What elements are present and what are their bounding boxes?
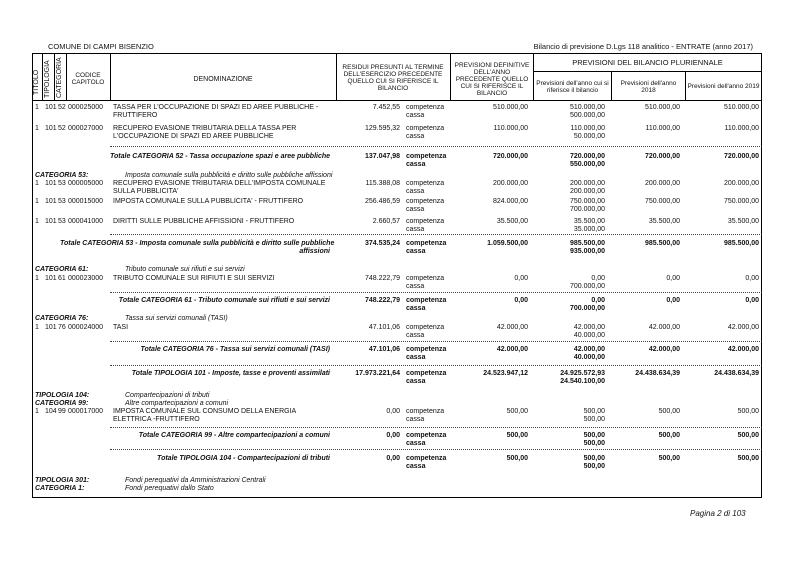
header-pluriennale: PREVISIONI DEL BILANCIO PLURIENNALE (572, 58, 723, 67)
tipologia-description: Fondi perequativi da Amministrazioni Centrali (125, 477, 266, 484)
cell-prev-2019: 42.000,00 (727, 346, 759, 353)
cell-prev-2018: 0,00 (666, 297, 680, 304)
cell-prev-2018: 750.000,00 (644, 198, 680, 205)
category-description: Altre compartecipazioni a comuni (125, 400, 229, 407)
cell-prev-cur-cassa: 40.000,00 (573, 332, 605, 339)
category-description: Fondi perequativi dallo Stato (125, 485, 214, 492)
cell-prev-cur: 510.000,00 (569, 104, 605, 111)
cell-prev-def: 35.500,00 (496, 218, 528, 225)
header-previsioni-definitive: PREVISIONI DEFINITIVE DELL'ANNO PRECEDENTE QUELLO CUI SI RIFERISCE IL BILANCIO (454, 62, 530, 97)
cell-label-competenza: competenza (406, 297, 447, 304)
cell-residui: 115.388,08 (365, 180, 400, 187)
cell-prev-def: 42.000,00 (496, 324, 528, 331)
cell-denominazione: DIRITTI SULLE PUBBLICHE AFFISSIONI - FRUTTIFERO (113, 218, 295, 225)
cell-prev-cur-cassa: 24.540.100,00 (560, 378, 605, 385)
cell-label-competenza: competenza (406, 218, 445, 225)
cell-prev-def: 510.000,00 (492, 104, 528, 111)
cell-titolo: 1 (35, 104, 39, 111)
cell-label-competenza: competenza (406, 198, 445, 205)
cell-denominazione: TASI (113, 324, 129, 331)
cell-prev-2018: 35.500,00 (648, 218, 680, 225)
cell-label-competenza: competenza (406, 324, 445, 331)
col-sep (42, 53, 43, 100)
category-code: CATEGORIA 99: (35, 400, 89, 407)
cell-prev-2018: 42.000,00 (648, 324, 680, 331)
cell-prev-2018: 500,00 (658, 432, 680, 439)
cell-prev-cur: 500,00 (583, 455, 605, 462)
cell-prev-2019: 500,00 (737, 408, 759, 415)
cell-prev-cur-cassa: 550.000,00 (569, 161, 605, 168)
cell-titolo: 1 (35, 218, 39, 225)
cell-prev-def: 200.000,00 (492, 180, 528, 187)
cell-prev-cur-cassa: 500,00 (583, 416, 605, 423)
cell-label-cassa: cassa (406, 378, 426, 385)
cell-prev-cur: 35.500,00 (573, 218, 605, 225)
category-description: Tassa sui servizi comunali (TASI) (125, 315, 228, 322)
cell-residui: 0,00 (386, 455, 400, 462)
cell-codice: 000015000 (68, 198, 104, 205)
cell-label-cassa: cassa (406, 248, 426, 255)
cell-prev-2018: 110.000,00 (645, 125, 680, 132)
cell-denominazione-cont: FRUTTIFERO (113, 112, 158, 119)
cell-categoria: 61 (58, 275, 66, 282)
cell-prev-2019: 510.000,00 (723, 104, 759, 111)
cell-categoria: 53 (58, 180, 66, 187)
total-label: Totale CATEGORIA 53 - Imposta comunale sulla pubblicità e diritto sulle pubbliche (60, 240, 335, 247)
col-sep (54, 53, 55, 100)
cell-tipologia: 104 (45, 408, 57, 415)
header-tipologia: TIPOLOGIA (44, 60, 51, 98)
category-code: CATEGORIA 53: (35, 172, 89, 179)
cell-prev-2019: 110.000,00 (724, 125, 759, 132)
cell-prev-cur-cassa: 700.000,00 (569, 206, 605, 213)
cell-label-cassa: cassa (406, 226, 425, 233)
category-code: CATEGORIA 1: (35, 485, 85, 492)
cell-residui: 748.222,79 (364, 297, 400, 304)
cell-residui: 0,00 (386, 432, 400, 439)
cell-label-competenza: competenza (406, 408, 445, 415)
cell-categoria: 99 (58, 408, 66, 415)
cell-prev-def: 500,00 (506, 408, 528, 415)
cell-prev-2018: 510.000,00 (644, 104, 680, 111)
col-sep (110, 53, 111, 100)
cell-prev-cur: 42.000,00 (573, 346, 605, 353)
cell-denominazione: RECUPERO EVASIONE TRIBUTARIA DELL'IMPOSTA COMUNALE (113, 180, 326, 187)
cell-prev-2019: 24.438.634,39 (714, 370, 759, 377)
cell-prev-def: 720.000,00 (492, 153, 528, 160)
cell-prev-2019: 500,00 (737, 432, 759, 439)
header-anno-cui: Previsioni dell'anno cui si riferisce il bilancio (536, 80, 609, 94)
cell-prev-2019: 985.500,00 (723, 240, 759, 247)
cell-residui: 256.486,59 (364, 198, 400, 205)
cell-categoria: 52 (58, 104, 66, 111)
cell-label-competenza: competenza (406, 104, 445, 111)
cell-label-competenza: competenza (406, 275, 445, 282)
cell-label-cassa: cassa (406, 133, 425, 140)
cell-prev-def: 24.523.947,12 (483, 370, 528, 377)
cell-label-cassa: cassa (406, 112, 425, 119)
cell-prev-2018: 985.500,00 (644, 240, 680, 247)
col-sep (66, 53, 67, 100)
cell-tipologia: 101 (45, 125, 57, 132)
cell-titolo: 1 (35, 275, 39, 282)
cell-denominazione: IMPOSTA COMUNALE SULLA PUBBLICITA' - FRUTTIFERO (113, 198, 304, 205)
cell-label-competenza: competenza (406, 125, 445, 132)
cell-residui: 47.101,06 (368, 346, 400, 353)
total-label: Totale TIPOLOGIA 104 - Compartecipazioni di tributi (157, 455, 330, 462)
cell-tipologia: 101 (45, 104, 57, 111)
header-anno-2018: Previsioni dell'anno 2018 (620, 80, 677, 94)
tipologia-code: TIPOLOGIA 104: (35, 392, 90, 399)
cell-categoria: 53 (58, 218, 66, 225)
cell-label-cassa: cassa (406, 440, 426, 447)
cell-prev-cur-cassa: 200.000,00 (569, 188, 605, 195)
cell-prev-cur: 0,00 (591, 275, 605, 282)
cell-codice: 000024000 (68, 324, 104, 331)
cell-denominazione: TRIBUTO COMUNALE SUI RIFIUTI E SUI SERVIZI (113, 275, 275, 282)
cell-denominazione-cont: L'OCCUPAZIONE DI SPAZI ED AREE PUBBLICHE (113, 133, 274, 140)
cell-prev-2018: 500,00 (658, 408, 680, 415)
cell-label-competenza: competenza (406, 346, 447, 353)
cell-codice: 000025000 (68, 104, 104, 111)
cell-residui: 47.101,06 (368, 324, 400, 331)
cell-denominazione: RECUPERO EVASIONE TRIBUTARIA DELLA TASSA PER (113, 125, 297, 132)
cell-prev-def: 110.000,00 (493, 125, 528, 132)
cell-prev-2019: 42.000,00 (727, 324, 759, 331)
cell-residui: 2.660,57 (372, 218, 400, 225)
cell-label-cassa: cassa (406, 206, 425, 213)
cell-label-competenza: competenza (406, 370, 447, 377)
cell-prev-cur: 24.925.572,93 (560, 370, 605, 377)
cell-codice: 000017000 (68, 408, 104, 415)
cell-prev-cur: 500,00 (583, 432, 605, 439)
cell-residui: 748.222,79 (364, 275, 400, 282)
cell-residui: 137.047,98 (364, 153, 400, 160)
cell-denominazione: TASSA PER L'OCCUPAZIONE DI SPAZI ED AREE PUBBLICHE - (113, 104, 319, 111)
cell-titolo: 1 (35, 324, 39, 331)
cell-label-cassa: cassa (406, 354, 426, 361)
cell-prev-def: 42.000,00 (496, 346, 528, 353)
cell-prev-2018: 42.000,00 (648, 346, 680, 353)
cell-label-cassa: cassa (406, 283, 425, 290)
cell-titolo: 1 (35, 125, 39, 132)
cell-prev-2019: 0,00 (745, 275, 759, 282)
page-number: Pagina 2 di 103 (690, 509, 746, 518)
cell-prev-cur: 200.000,00 (569, 180, 605, 187)
cell-prev-cur: 42.000,00 (573, 324, 605, 331)
cell-residui: 374.535,24 (364, 240, 400, 247)
cell-label-competenza: competenza (406, 432, 447, 439)
cell-label-competenza: competenza (406, 153, 447, 160)
header-denominazione: DENOMINAZIONE (193, 76, 253, 83)
cell-tipologia: 101 (45, 218, 57, 225)
cell-label-cassa: cassa (406, 305, 426, 312)
header-bottom-line (32, 100, 762, 101)
cell-prev-2019: 750.000,00 (723, 198, 759, 205)
cell-label-cassa: cassa (406, 332, 425, 339)
cell-titolo: 1 (35, 180, 39, 187)
total-label: Totale CATEGORIA 76 - Tassa sui servizi comunali (TASI) (140, 346, 330, 353)
cell-prev-cur: 720.000,00 (569, 153, 605, 160)
cell-prev-2019: 0,00 (745, 297, 759, 304)
total-label: Totale CATEGORIA 52 - Tassa occupazione spazi e aree pubbliche (110, 153, 331, 160)
col-sep (533, 53, 534, 100)
cell-prev-def: 0,00 (514, 297, 528, 304)
dotted-separator (110, 449, 762, 450)
cell-categoria: 76 (58, 324, 66, 331)
cell-label-competenza: competenza (406, 180, 445, 187)
cell-prev-2019: 500,00 (737, 455, 759, 462)
cell-prev-2018: 720.000,00 (644, 153, 680, 160)
tipologia-code: TIPOLOGIA 301: (35, 477, 90, 484)
category-code: CATEGORIA 61: (35, 266, 89, 273)
cell-prev-cur: 750.000,00 (569, 198, 605, 205)
cell-prev-def: 500,00 (506, 432, 528, 439)
cell-prev-cur-cassa: 35.000,00 (573, 226, 605, 233)
cell-label-competenza: competenza (406, 240, 447, 247)
cell-label-competenza: competenza (406, 455, 447, 462)
cell-prev-2018: 500,00 (658, 455, 680, 462)
cell-label-cassa: cassa (406, 188, 425, 195)
cell-tipologia: 101 (45, 275, 57, 282)
cell-prev-cur-cassa: 40.000,00 (573, 354, 605, 361)
cell-prev-2018: 0,00 (666, 275, 680, 282)
cell-residui: 17.973.221,64 (355, 370, 400, 377)
cell-prev-def: 824.000,00 (492, 198, 528, 205)
dotted-separator (110, 234, 762, 235)
header-titolo: TITOLO (33, 69, 40, 95)
dotted-separator (110, 146, 762, 147)
cell-prev-cur-cassa: 500,00 (583, 440, 605, 447)
col-sep (611, 71, 612, 100)
cell-residui: 129.595,32 (364, 125, 400, 132)
dotted-separator (110, 292, 762, 293)
cell-prev-cur-cassa: 50.000,00 (573, 133, 605, 140)
cell-prev-cur: 110.000,00 (570, 125, 605, 132)
header-codice: CODICE CAPITOLO (71, 72, 105, 86)
header-residui: RESIDUI PRESUNTI AL TERMINE DELL'ESERCIZIO PRECEDENTE QUELLO CUI SI RIFERISCE IL BILANCIO (342, 64, 444, 92)
cell-prev-def: 500,00 (506, 455, 528, 462)
header-categoria: CATEGORIA (56, 57, 63, 98)
cell-denominazione-cont: ELETTRICA -FRUTTIFERO (113, 416, 200, 423)
cell-residui: 7.452,55 (372, 104, 400, 111)
cell-prev-2018: 200.000,00 (644, 180, 680, 187)
total-label-cont: affissioni (299, 248, 330, 255)
cell-tipologia: 101 (45, 180, 57, 187)
cell-titolo: 1 (35, 408, 39, 415)
cell-categoria: 52 (58, 125, 66, 132)
cell-prev-cur-cassa: 500,00 (583, 463, 605, 470)
cell-prev-2019: 200.000,00 (723, 180, 759, 187)
cell-prev-cur: 0,00 (591, 297, 605, 304)
cell-label-cassa: cassa (406, 416, 425, 423)
category-description: Imposta comunale sulla pubblicità e diritto sulle pubbliche affissioni (125, 172, 333, 179)
cell-prev-cur: 985.500,00 (569, 240, 605, 247)
category-description: Tributo comunale sui rifiuti e sui servizi (125, 266, 245, 273)
cell-prev-cur-cassa: 700.000,00 (569, 305, 605, 312)
comune-name: COMUNE DI CAMPI BISENZIO (48, 42, 154, 51)
col-sep (450, 53, 451, 100)
cell-categoria: 53 (58, 198, 66, 205)
cell-prev-cur-cassa: 935.000,00 (569, 248, 605, 255)
dotted-separator (110, 427, 762, 428)
cell-codice: 000005000 (68, 180, 104, 187)
cell-residui: 0,00 (386, 408, 400, 415)
cell-denominazione: IMPOSTA COMUNALE SUL CONSUMO DELLA ENERGIA (113, 408, 297, 415)
cell-prev-def: 0,00 (514, 275, 528, 282)
category-code: CATEGORIA 76: (35, 315, 89, 322)
cell-codice: 000027000 (68, 125, 104, 132)
cell-prev-2019: 720.000,00 (723, 153, 759, 160)
cell-prev-2019: 35.500,00 (727, 218, 759, 225)
cell-prev-cur-cassa: 700.000,00 (569, 283, 605, 290)
cell-label-cassa: cassa (406, 463, 426, 470)
pluriennale-divider (533, 71, 762, 72)
cell-prev-cur-cassa: 500.000,00 (569, 112, 605, 119)
total-label: Totale CATEGORIA 61 - Tributo comunale sui rifiuti e sui servizi (118, 297, 330, 304)
cell-codice: 000023000 (68, 275, 104, 282)
cell-prev-def: 1.059.500,00 (487, 240, 528, 247)
dotted-separator (110, 341, 762, 342)
total-label: Totale TIPOLOGIA 101 - Imposte, tasse e proventi assimilati (131, 370, 330, 377)
cell-label-cassa: cassa (406, 161, 426, 168)
tipologia-description: Compartecipazioni di tributi (125, 392, 210, 399)
cell-denominazione-cont: SULLA PUBBLICITA' (113, 188, 179, 195)
cell-prev-2018: 24.438.634,39 (635, 370, 680, 377)
cell-tipologia: 101 (45, 324, 57, 331)
dotted-separator (110, 365, 762, 366)
cell-codice: 000041000 (68, 218, 104, 225)
cell-tipologia: 101 (45, 198, 57, 205)
header-anno-2019: Previsioni dell'anno 2019 (687, 83, 760, 90)
cell-prev-cur: 500,00 (583, 408, 605, 415)
document-title: Bilancio di previsione D.Lgs 118 analitico - ENTRATE (anno 2017) (533, 42, 753, 51)
total-label: Totale CATEGORIA 99 - Altre compartecipazioni a comuni (138, 432, 330, 439)
cell-titolo: 1 (35, 198, 39, 205)
